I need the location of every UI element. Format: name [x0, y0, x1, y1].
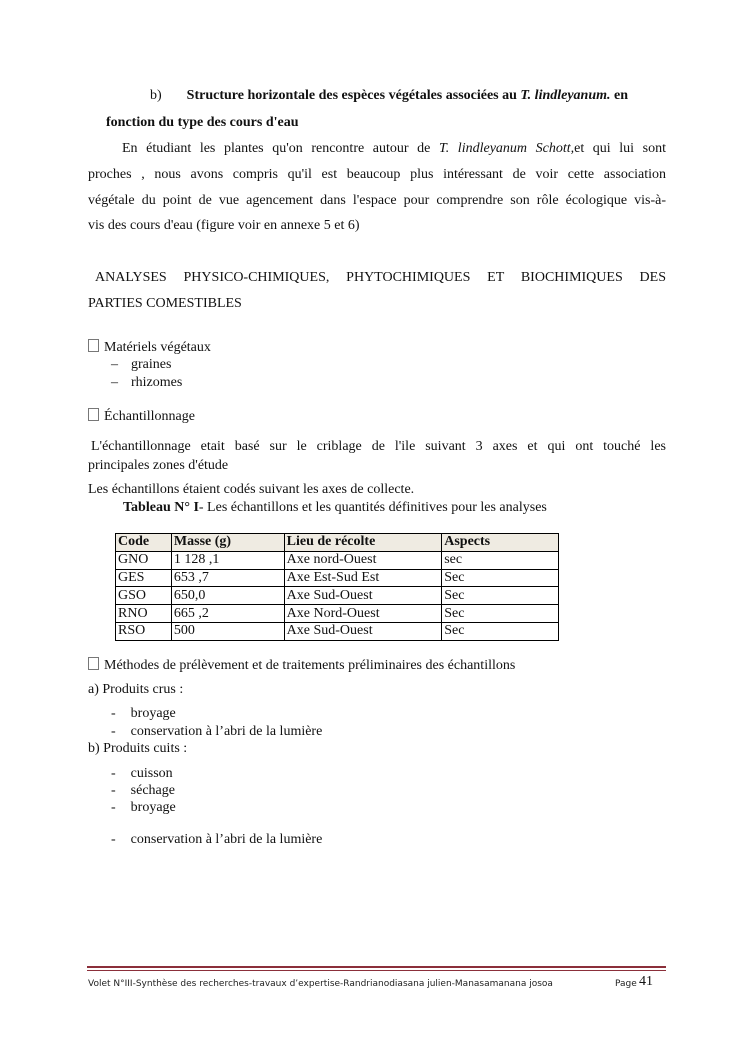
table-cell: 653 ,7: [171, 569, 284, 587]
echantillonnage-para-line1: L'échantillonnage etait basé sur le criblage de l'ile suivant 3 axes et qui ont touché les: [91, 439, 666, 454]
dash-icon: –: [111, 357, 118, 372]
table-row: [116, 551, 559, 569]
cuits-item-1: [111, 766, 173, 782]
materiels-item-1: [111, 357, 171, 373]
footer-page-number: 41: [639, 974, 653, 989]
footer-rule-thick: [87, 966, 666, 968]
para1-line4: vis des cours d'eau (figure voir en annexe 5 et 6): [88, 218, 360, 233]
materiels-item-2: [111, 375, 182, 391]
bullet-box-icon: [88, 339, 99, 352]
analyses-heading-line1: ANALYSES PHYSICO-CHIMIQUES, PHYTOCHIMIQUES ET BIOCHIMIQUES DES: [95, 270, 666, 285]
para1-line2: proches , nous avons compris qu'il est beaucoup plus intéressant de voir cette association: [88, 167, 666, 182]
materiels-item-text: rhizomes: [131, 375, 183, 390]
section-b-title: [150, 88, 666, 104]
table-cell: Sec: [442, 569, 559, 587]
para1-line3: végétale du point de vue agencement dans l'espace pour comprendre son rôle écologique vis-à-: [88, 193, 666, 208]
crus-item-text: conservation à l’abri de la lumière: [130, 724, 323, 739]
table-header-lieu: Lieu de récolte: [284, 534, 442, 552]
table-cell: Sec: [442, 605, 559, 623]
cuits-item-2: [111, 783, 175, 799]
table-cell: 650,0: [171, 587, 284, 605]
cuits-title: b) Produits cuits :: [88, 741, 188, 756]
table-header-code: Code: [116, 534, 172, 552]
table-row: [116, 587, 559, 605]
materiels-title-text: Matériels végétaux: [104, 340, 211, 355]
footer-page-label: Page: [615, 979, 637, 989]
bullet-box-icon: [88, 408, 99, 421]
table-cell: Axe Sud-Ouest: [284, 622, 442, 640]
cuits-item-text: broyage: [130, 800, 176, 815]
echantillonnage-para-line2: principales zones d'étude: [88, 458, 229, 473]
dash-icon: -: [111, 783, 116, 798]
dash-icon: -: [111, 766, 116, 781]
para1-line1-a: En étudiant les plantes qu'on rencontre autour de: [122, 141, 439, 156]
table-cell: Sec: [442, 622, 559, 640]
dash-icon: -: [111, 724, 116, 739]
cuits-item-text: séchage: [130, 783, 175, 798]
table-cell: 665 ,2: [171, 605, 284, 623]
section-b-title-italic: T. lindleyanum.: [520, 88, 611, 103]
para1-line1-italic: T. lindleyanum Schott,: [438, 141, 575, 156]
bullet-box-icon: [88, 657, 99, 670]
table-caption-rest: - Les échantillons et les quantités définitives pour les analyses: [198, 500, 547, 515]
echantillonnage-title: [88, 408, 195, 425]
table-cell: Axe nord-Ouest: [284, 551, 442, 569]
materiels-item-text: graines: [131, 357, 172, 372]
table-cell: 1 128 ,1: [171, 551, 284, 569]
section-b-title-part2: en: [610, 88, 629, 103]
footer-rule-thin: [87, 970, 666, 971]
table-header-masse: Masse (g): [171, 534, 284, 552]
table-cell: Axe Est-Sud Est: [284, 569, 442, 587]
table-cell: GES: [116, 569, 172, 587]
methodes-title: [88, 657, 515, 674]
table-header-row: [116, 534, 559, 552]
dash-icon: -: [111, 800, 116, 815]
table-caption: [123, 500, 547, 516]
table-cell: Axe Nord-Ouest: [284, 605, 442, 623]
crus-item-2: [111, 724, 322, 740]
table-cell: 500: [171, 622, 284, 640]
table-caption-bold: Tableau N° I: [123, 500, 199, 515]
para1-line1: [122, 141, 666, 157]
dash-icon: -: [111, 832, 116, 847]
table-cell: Axe Sud-Ouest: [284, 587, 442, 605]
crus-title: a) Produits crus :: [88, 682, 184, 697]
cuits-item-3: [111, 800, 176, 816]
crus-item-1: [111, 706, 176, 722]
table-header-aspects: Aspects: [442, 534, 559, 552]
last-item-text: conservation à l’abri de la lumière: [130, 832, 323, 847]
crus-item-text: broyage: [130, 706, 176, 721]
footer-text: Volet N°III-Synthèse des recherches-travaux d’expertise-Randrianodiasana julien-Manasamanana josoa: [88, 979, 553, 989]
table-cell: GNO: [116, 551, 172, 569]
dash-icon: –: [111, 375, 118, 390]
table-row: [116, 569, 559, 587]
samples-table: [115, 533, 559, 641]
table-row: [116, 605, 559, 623]
section-b-title-line2: fonction du type des cours d'eau: [106, 115, 299, 130]
table-cell: RNO: [116, 605, 172, 623]
table-row: [116, 622, 559, 640]
section-b-title-part1: Structure horizontale des espèces végétales associées au: [186, 88, 521, 103]
echantillonnage-title-text: Échantillonnage: [104, 409, 195, 424]
analyses-heading-line2: PARTIES COMESTIBLES: [88, 296, 242, 311]
last-item: [111, 832, 322, 848]
echantillonnage-codes-line: Les échantillons étaient codés suivant les axes de collecte.: [88, 482, 415, 497]
table-cell: GSO: [116, 587, 172, 605]
table-cell: sec: [442, 551, 559, 569]
materiels-title: [88, 339, 211, 356]
para1-line1-b: et qui lui sont: [574, 141, 666, 156]
table-cell: RSO: [116, 622, 172, 640]
cuits-item-text: cuisson: [130, 766, 173, 781]
section-b-label: b): [150, 88, 162, 103]
dash-icon: -: [111, 706, 116, 721]
table-cell: Sec: [442, 587, 559, 605]
methodes-title-text: Méthodes de prélèvement et de traitements préliminaires des échantillons: [104, 658, 516, 673]
